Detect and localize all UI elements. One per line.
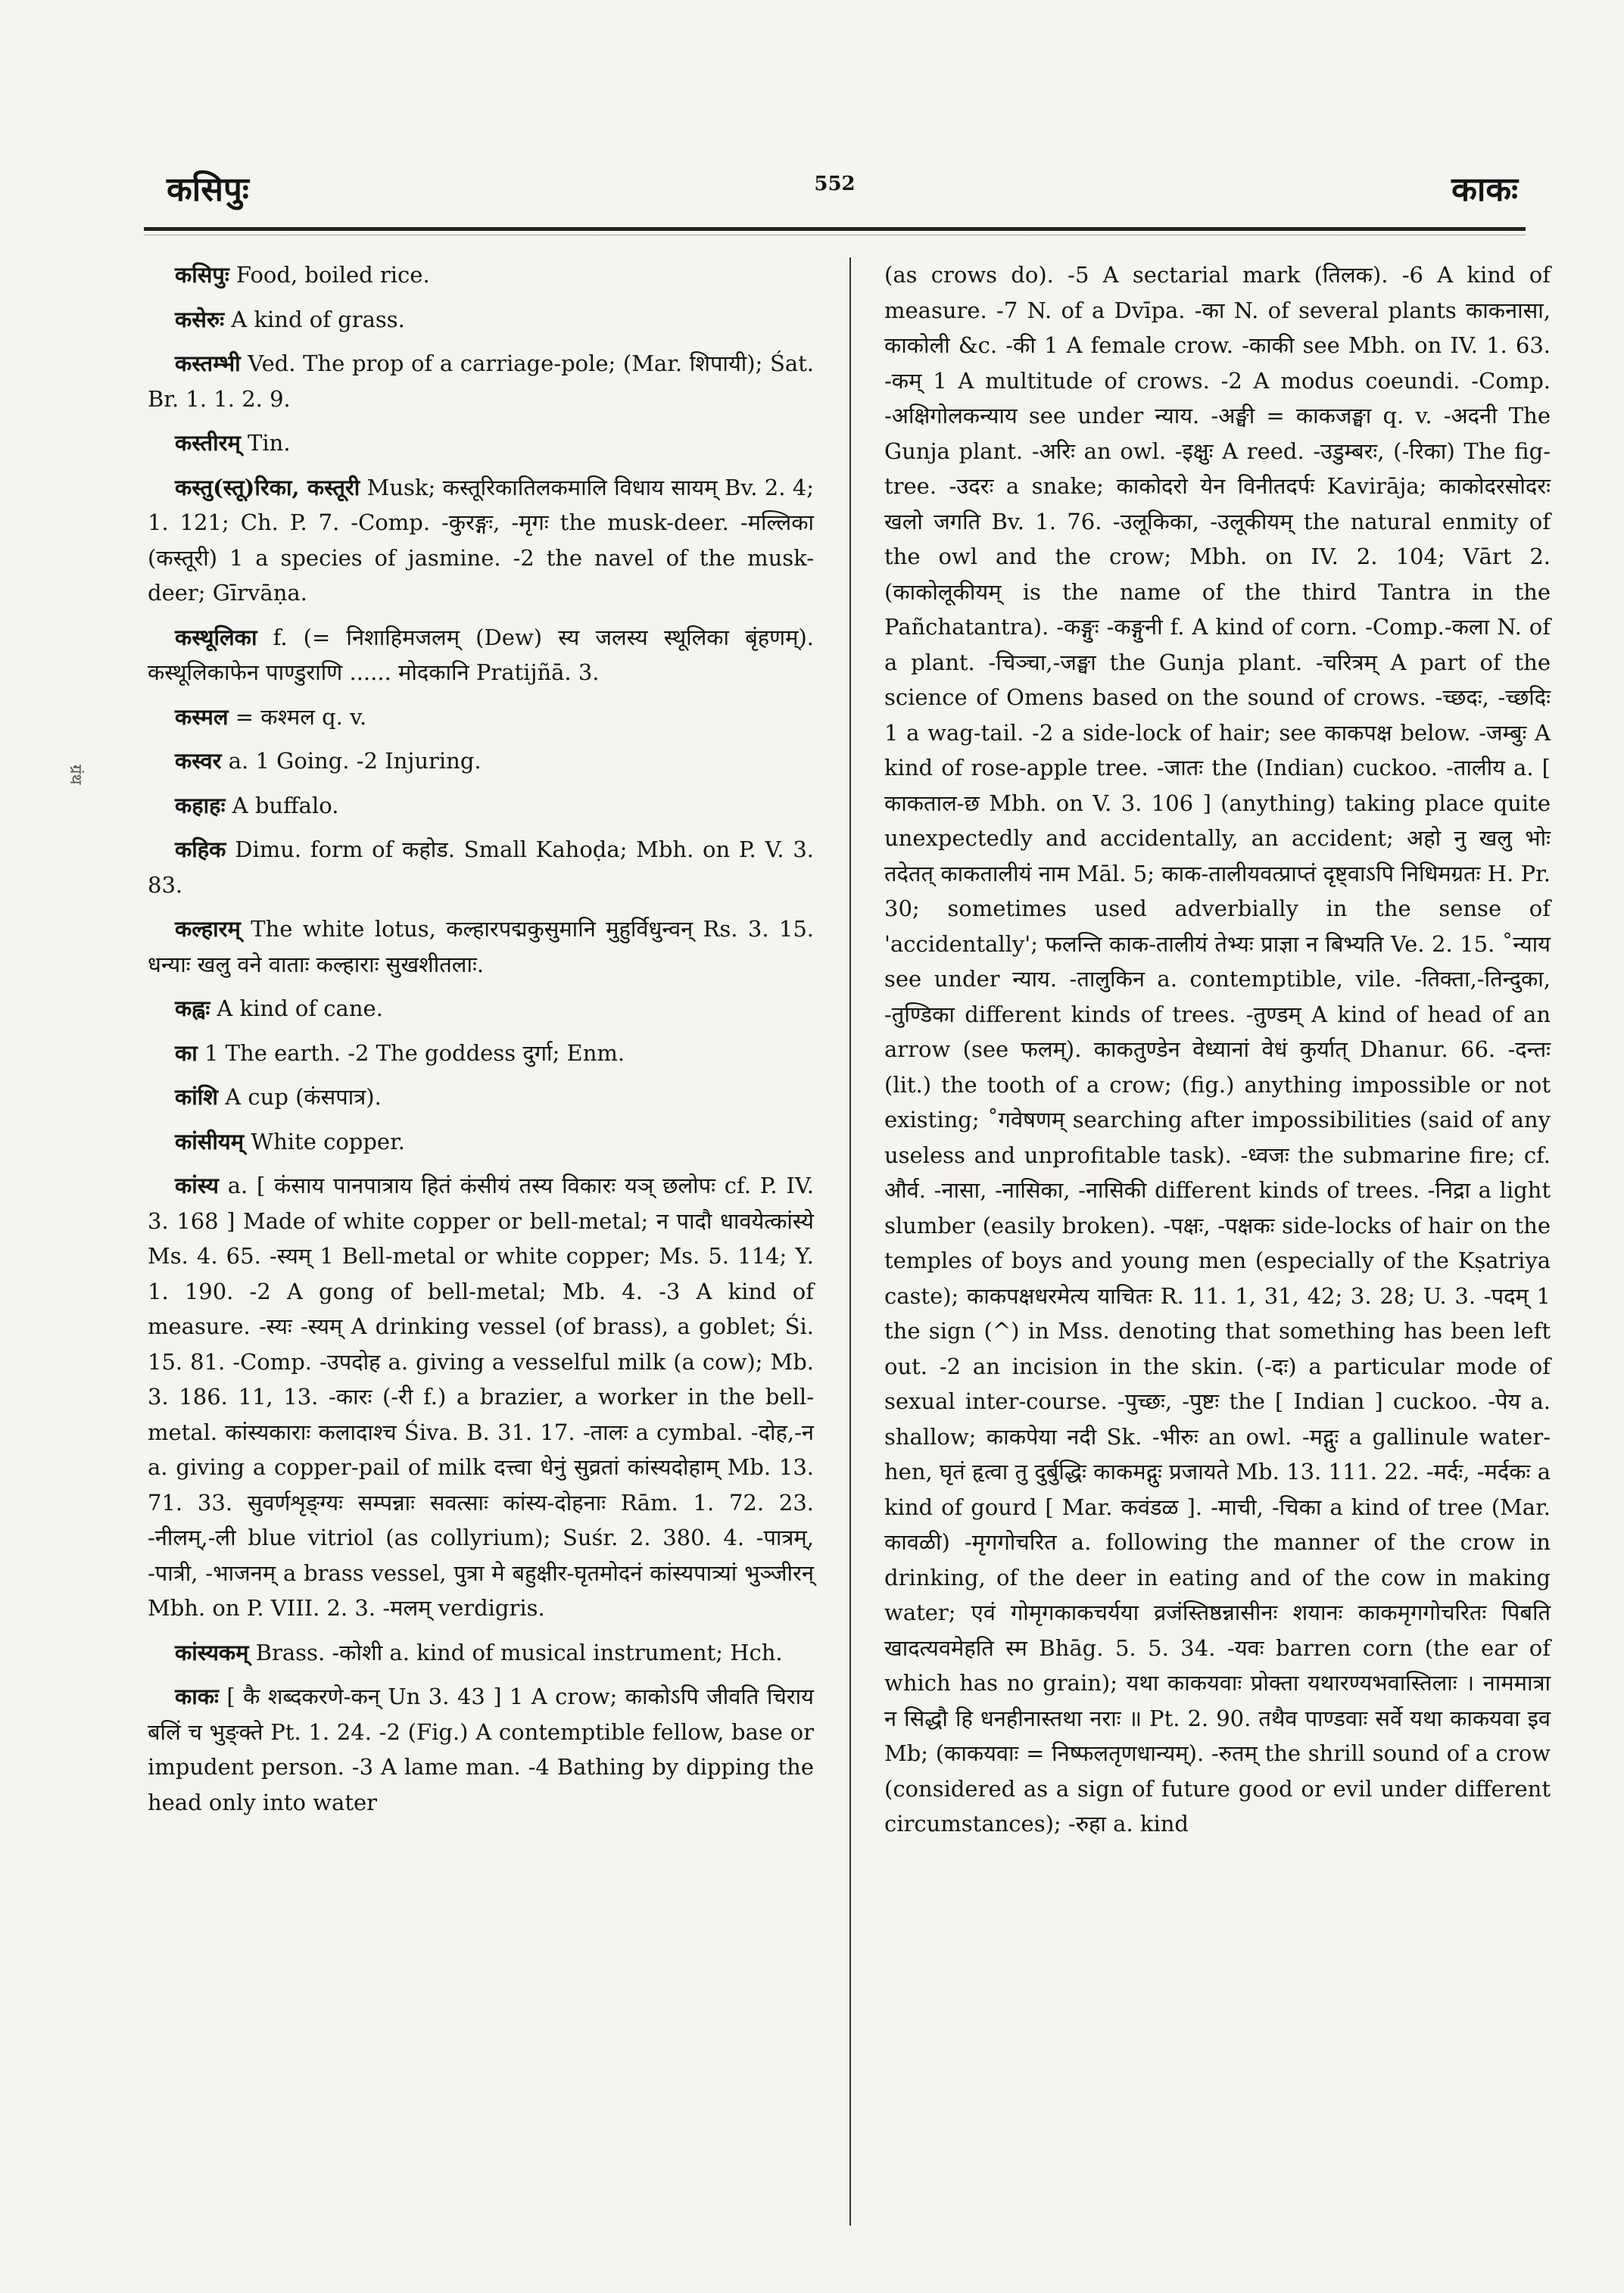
entry-text: (as crows do). -5 A sectarial mark (तिलक). -6 A kind of measure. -7 N. of a Dvīpa. -का N. of several plants काकनासा, काकोली &c. -की 1 A female crow. -काकी see Mbh. on IV. 1. 63. -कम् 1 A multitude of crows. -2 A modus coeundi. -Comp. -अक्षिगोलकन्याय see under न्याय. -अङ्घी = काकजङ्घा q. v. -अदनी The Gunja plant. -अरिः an owl. -इक्षुः A reed. -उडुम्बरः, (-रिका) The fig-tree. -उदरः a snake; काकोदरो येन विनीतदर्पः Kavirāja; काकोदरसोदरः खलो जगति Bv. 1. 76. -उलूकिका, -उलूकीयम् the natural enmity of the owl and the crow; Mbh. on IV. 2. 104; Vārt 2. (काकोलूकीयम् is the name of the third Tantra in the Pañchatantra). -कङ्गुः -कङ्गुनी f. A kind of corn. -Comp.-कला N. of a plant. -चिञ्चा,-जङ्घा the Gunja plant. -चरित्रम् A part of the science of Omens based on the sound of crows. -च्छदः, -च्छदिः 1 a wag-tail. -2 a side-lock of hair; see काकपक्ष below. -जम्बुः A kind of rose-apple tree. -जातः the (Indian) cuckoo. -तालीय a. [ काकताल-छ Mbh. on V. 3. 106 ] (anything) taking place quite unexpectedly and accidentally, an accident; अहो नु खलु भोः तदेतत् काकतालीयं नाम Māl. 5; काक-तालीयवत्प्राप्तं दृष्ट्वाऽपि निधिमग्रतः H. Pr. 30; sometimes used adverbially in the sense of 'accidentally'; फलन्ति काक-तालीयं तेभ्यः प्राज्ञा न बिभ्यति Ve. 2. 15. ˚न्याय see under न्याय. -तालुकिन a. contemptible, vile. -तिक्ता,-तिन्दुका, -तुण्डिका different kinds of trees. -तुण्डम् A kind of head of an arrow (see फलम्). काकतुण्डेन वेध्यानां वेधं कुर्यात् Dhanur. 66. -दन्तः (lit.) the tooth of a crow; (fig.) anything impossible or not existing; ˚गवेषणम् searching after impossibilities (said of any useless and unprofitable task). -ध्वजः the submarine fire; cf. और्व. -नासा, -नासिका, -नासिकी different kinds of trees. -निद्रा a light slumber (easily broken). -पक्षः, -पक्षकः side-locks of hair on the temples of boys and young men (especially of the Kṣatriya caste); काकपक्षधरमेत्य याचितः R. 11. 1, 31, 42; 3. 28; U. 3. -पदम् 1 the sign (^) in Mss. denoting that something has been left out. -2 an incision in the skin. (-दः) a particular mode of sexual inter-course. -पुच्छः, -पुष्टः the [ Indian ] cuckoo. -पेय a. shallow; काकपेया नदी Sk. -भीरुः an owl. -मद्गुः a gallinule water-hen, घृतं हृत्वा तु दुर्बुद्धिः काकमद्गुः प्रजायते Mb. 13. 111. 22. -मर्दः, -मर्दकः a kind of gourd [ Mar. कवंडळ ]. -माची, -चिका a kind of tree (Mar. कावळी) -मृगगोचरित a. following the manner of the crow in drinking, of the deer in eating and of the cow in making water; एवं गोमृगकाकचर्यया व्रजंस्तिष्ठन्नासीनः शयानः काकमृगगोचरितः पिबति खादत्यवमेहति स्म Bhāg. 5. 5. 34. -यवः barren corn (the ear of which has no grain); यथा काकयवाः प्रोक्ता यथारण्यभवास्तिलाः । नाममात्रा न सिद्धौ हि धनहीनास्तथा नराः ॥ Pt. 2. 90. तथैव पाण्डवाः सर्वे यथा काकयवा इव Mb; (काकयवाः = निष्फलतृणधान्यम्). -रुतम् the shrill sound of a crow (considered as a sign of future good or evil under different circumstances); -रुहा a. kind — [884, 262, 1551, 1837]
entry-headword: कांशि — [175, 1084, 219, 1110]
entry-headword: कस्तम्भी — [175, 350, 241, 376]
dictionary-entry — [148, 788, 814, 824]
dictionary-entry — [148, 1080, 814, 1115]
entry-headword: कस्वर — [175, 748, 222, 774]
entry-text: A buffalo. — [225, 792, 339, 818]
entry-text: 1 The earth. -2 The goddess दुर्गा; Enm. — [197, 1039, 625, 1066]
entry-headword: कसेरुः — [175, 306, 225, 332]
entry-text: White copper. — [244, 1128, 405, 1154]
dictionary-entry — [148, 425, 814, 461]
margin-mark: ग्रंथ — [66, 765, 85, 785]
entry-text: The white lotus, कल्हारपद्मकुसुमानि मुहुर्विधुन्वन् Rs. 3. 15. धन्याः खलु वने वाताः कल्हाराः सुखशीतलाः. — [148, 916, 814, 977]
left-column — [148, 257, 814, 1829]
dictionary-entry — [148, 1124, 814, 1160]
entry-text: f. (= निशाहिमजलम् (Dew) स्य जलस्य स्थूलिका बृंहणम्). कस्थूलिकाफेन पाण्डुराणि ...... मोदकानि Pratijñā. 3. — [148, 624, 814, 685]
entry-text: a. 1 Going. -2 Injuring. — [221, 748, 482, 774]
dictionary-entry — [148, 470, 814, 611]
dictionary-entry — [148, 911, 814, 982]
dictionary-entry — [148, 346, 814, 416]
entry-text: Tin. — [240, 430, 291, 456]
page-header — [144, 165, 1526, 218]
entry-headword: कस्तीरम् — [175, 430, 241, 456]
entry-text: Ved. The prop of a carriage-pole; (Mar. शिपायी); Śat. Br. 1. 1. 2. 9. — [148, 350, 814, 412]
entry-text: = कश्मल q. v. — [228, 703, 367, 730]
entry-text: Musk; कस्तूरिकातिलकमालि विधाय सायम् Bv. 2. 4; 1. 121; Ch. P. 7. -Comp. -कुरङ्गः, -मृगः the musk-deer. -मल्लिका (कस्तूरी) 1 a species of jasmine. -2 the navel of the musk-deer; Gīrvāṇa. — [148, 474, 815, 606]
dictionary-entry — [148, 699, 814, 735]
entry-headword: कस्मल — [175, 703, 229, 730]
dictionary-entry — [148, 1635, 814, 1671]
dictionary-entry — [148, 1036, 814, 1071]
entry-headword: कह्वः — [175, 995, 210, 1021]
entry-headword: कांस्यकम् — [175, 1639, 249, 1665]
entry-headword: काकः — [175, 1684, 219, 1709]
dictionary-entry — [148, 620, 814, 690]
page-number: 552 — [814, 173, 856, 195]
entry-text: Brass. -कोशी a. kind of musical instrument; Hch. — [248, 1639, 783, 1665]
entry-headword: कहाहः — [175, 792, 226, 818]
header-rule — [144, 227, 1526, 231]
entry-headword: कसिपुः — [175, 262, 229, 288]
dictionary-entry — [148, 1679, 814, 1820]
right-running-headword: काकः — [1451, 170, 1518, 209]
entry-headword: कस्तु(स्तू)रिका, कस्तूरी — [175, 474, 360, 500]
entry-headword: कहिक — [175, 837, 226, 862]
entry-headword: कल्हारम् — [175, 916, 241, 942]
entry-text: Dimu. form of कहोड. Small Kahoḍa; Mbh. on P. V. 3. 83. — [148, 837, 814, 898]
dictionary-entry — [148, 743, 814, 779]
dictionary-entry — [148, 832, 814, 902]
entry-headword: कांस्य — [175, 1173, 219, 1198]
entry-text: A cup (कंसपात्र). — [218, 1084, 382, 1110]
entry-text: a. [ कंसाय पानपात्राय हितं कंसीयं तस्य विकारः यञ् छलोपः cf. P. IV. 3. 168 ] Made of white copper or bell-metal; न पादौ धावयेत्कांस्ये Ms. 4. 65. -स्यम् 1 Bell-metal or white copper; Ms. 5. 114; Y. 1. 190. -2 A gong of bell-metal; Mb. 4. -3 A kind of measure. -स्यः -स्यम् A drinking vessel (of brass), a goblet; Śi. 15. 81. -Comp. -उपदोह a. giving a vesselful milk (a cow); Mb. 3. 186. 11, 13. -कारः (-री f.) a brazier, a worker in the bell-metal. कांस्यकाराः कलादाश्च Śiva. B. 31. 17. -तालः a cymbal. -दोह,-न a. giving a copper-pail of milk दत्त्वा धेनुं सुव्रतां कांस्यदोहाम् Mb. 13. 71. 33. सुवर्णशृङ्ग्यः सम्पन्नाः सवत्साः कांस्य-दोहनाः Rām. 1. 72. 23. -नीलम्,-ली blue vitriol (as collyrium); Suśr. 2. 380. 4. -पात्रम्, -पात्री, -भाजनम् a brass vessel, पुत्रा मे बहुक्षीर-घृतमोदनं कांस्यपात्र्यां भुञ्जीरन् Mbh. on P. VIII. 2. 3. -मलम् verdigris. — [148, 1173, 814, 1621]
dictionary-entry — [148, 991, 814, 1027]
entry-text: [ कै शब्दकरणे-कन् Un 3. 43 ] 1 A crow; काकोऽपि जीवति चिराय बलिं च भुङ्क्ते Pt. 1. 24. -2 (Fig.) A contemptible fellow, base or impudent person. -3 A lame man. -4 Bathing by dipping the head only into water — [148, 1684, 814, 1815]
dictionary-entry — [148, 1168, 814, 1626]
entry-text: A kind of cane. — [210, 995, 383, 1021]
left-running-headword: कसिपुः — [167, 170, 249, 209]
entry-headword: का — [175, 1039, 198, 1066]
dictionary-entry — [148, 302, 814, 338]
dictionary-entry — [884, 257, 1551, 1842]
entry-headword: कस्थूलिका — [175, 624, 257, 650]
entry-headword: कांसीयम् — [175, 1128, 245, 1154]
column-divider — [849, 257, 851, 2226]
entry-text: A kind of grass. — [224, 306, 405, 332]
dictionary-entry — [148, 257, 814, 293]
right-column — [884, 257, 1551, 1842]
entry-text: Food, boiled rice. — [229, 262, 430, 288]
